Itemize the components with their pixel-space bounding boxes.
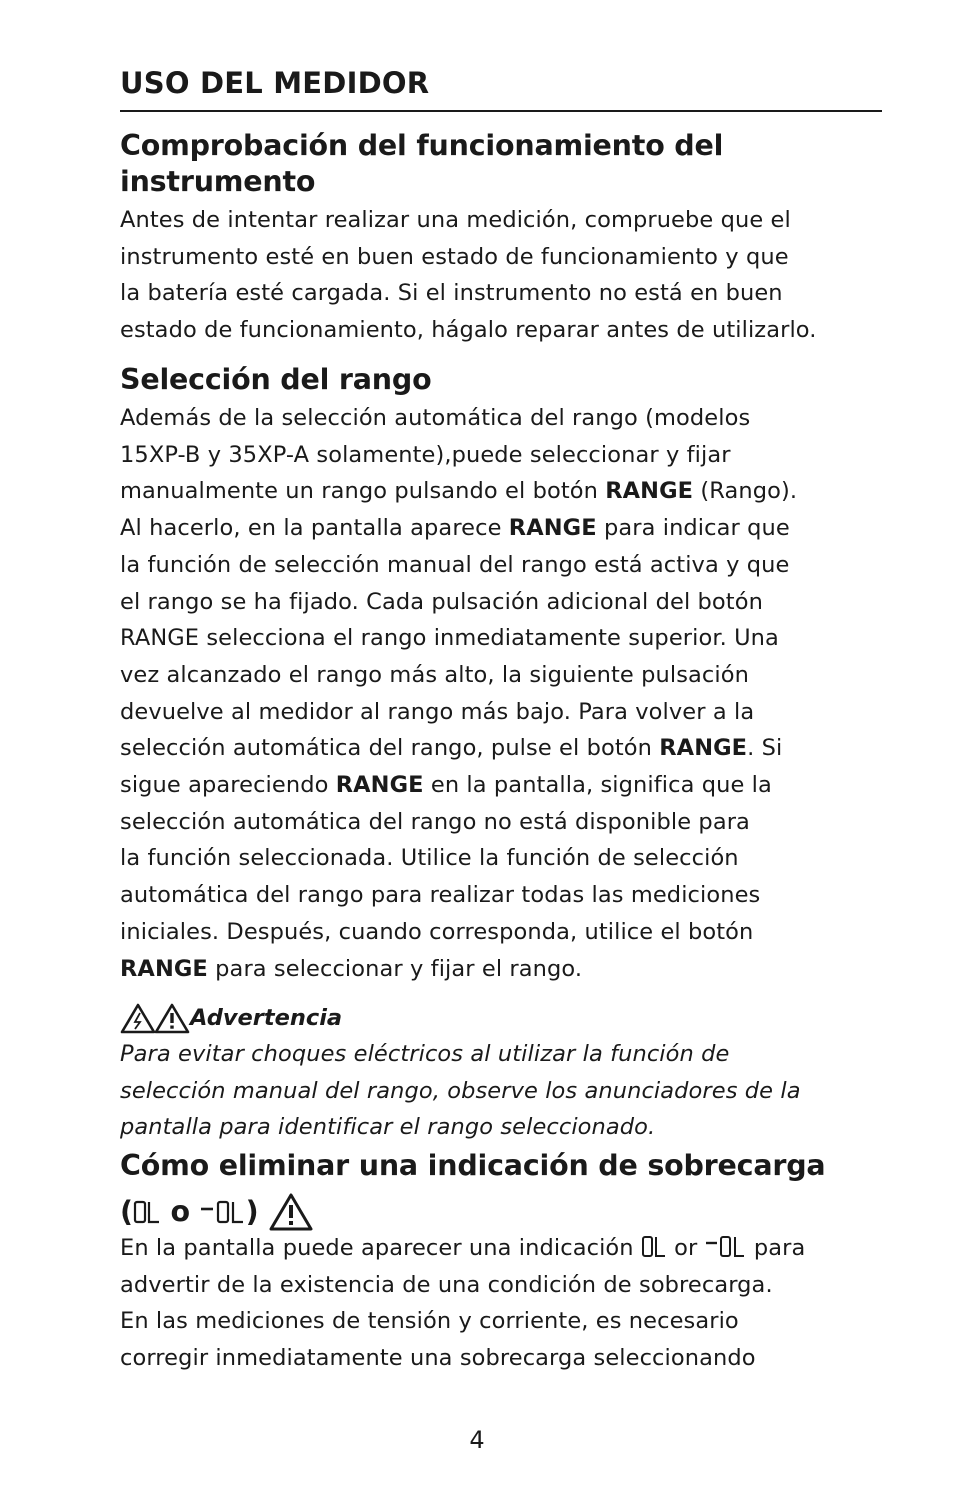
paragraph-line: 15XP-B y 35XP-A solamente),puede seleccionar y fijar — [120, 441, 731, 468]
paragraph-line: instrumento esté en buen estado de funcionamiento y que — [120, 243, 789, 270]
paragraph-line: selección automática del rango no está disponible para — [120, 808, 750, 835]
paragraph-line: devuelve al medidor al rango más bajo. Para volver a la — [120, 698, 755, 725]
page-number: 4 — [469, 1426, 485, 1454]
paragraph-line: la función seleccionada. Utilice la función de selección — [120, 845, 739, 872]
operation-check-section — [120, 128, 890, 349]
paragraph-line: Al hacerlo, en la pantalla aparece RANGE para indicar que — [120, 515, 790, 542]
range-selection-section — [120, 362, 890, 987]
overload-section — [120, 1148, 890, 1377]
paragraph-line: selección automática del rango, pulse el botón RANGE. Si — [120, 735, 783, 762]
warning-line: selección manual del rango, observe los anunciadores de la — [120, 1077, 801, 1104]
warning-label: Advertencia — [190, 1005, 343, 1031]
paragraph-line: estado de funcionamiento, hágalo reparar antes de utilizarlo. — [120, 317, 817, 344]
range-selection-heading: Selección del rango — [120, 363, 432, 396]
paragraph-line: manualmente un rango pulsando el botón RANGE (Rango). — [120, 478, 798, 505]
ol-display-symbol — [641, 1235, 667, 1259]
paragraph-line: iniciales. Después, cuando corresponda, utilice el botón — [120, 918, 754, 945]
negative-ol-display-symbol — [705, 1235, 747, 1259]
paragraph-line: En la pantalla puede aparecer una indicación or para — [120, 1235, 806, 1261]
warning-triangle-icon — [154, 1002, 190, 1034]
paragraph-line: Además de la selección automática del rango (modelos — [120, 405, 751, 431]
range-keyword: RANGE — [335, 772, 424, 799]
warning-line: Para evitar choques eléctricos al utilizar la función de — [120, 1041, 730, 1067]
paragraph-line: la batería esté cargada. Si el instrumento no está en buen — [120, 280, 783, 307]
overload-heading-symbols: ( o ) — [120, 1192, 890, 1232]
operation-check-heading: Comprobación del funcionamiento del instrumento — [120, 129, 724, 198]
paragraph-line: automática del rango para realizar todas las mediciones — [120, 882, 761, 909]
paragraph-line: advertir de la existencia de una condición de sobrecarga. — [120, 1271, 773, 1298]
paragraph-line: RANGE selecciona el rango inmediatamente superior. Una — [120, 625, 779, 652]
paragraph-line: RANGE para seleccionar y fijar el rango. — [120, 955, 583, 982]
range-keyword: RANGE — [120, 955, 208, 982]
paragraph-line: el rango se ha fijado. Cada pulsación adicional del botón — [120, 588, 763, 615]
range-keyword: RANGE — [605, 478, 694, 505]
paragraph-line: En las mediciones de tensión y corriente, es necesario — [120, 1308, 739, 1335]
warning-line: pantalla para identificar el rango seleccionado. — [120, 1114, 656, 1141]
electrical-hazard-icon — [120, 1002, 156, 1034]
overload-heading: Cómo eliminar una indicación de sobrecarga — [120, 1149, 826, 1182]
section-title: USO DEL MEDIDOR — [120, 66, 430, 100]
range-keyword: RANGE — [659, 735, 748, 762]
paragraph-line: Antes de intentar realizar una medición, compruebe que el — [120, 207, 791, 233]
negative-ol-display-symbol — [200, 1199, 246, 1225]
ol-display-symbol — [133, 1199, 161, 1225]
warning-triangle-icon — [268, 1192, 314, 1232]
paragraph-line: vez alcanzado el rango más alto, la siguiente pulsación — [120, 661, 749, 688]
title-divider — [120, 110, 882, 112]
range-keyword: RANGE — [508, 515, 597, 542]
paragraph-line: corregir inmediatamente una sobrecarga seleccionando — [120, 1345, 756, 1372]
paragraph-line: sigue apareciendo RANGE en la pantalla, significa que la — [120, 772, 772, 799]
paragraph-line: la función de selección manual del rango está activa y que — [120, 551, 790, 578]
warning-title — [120, 1000, 890, 1036]
warning-block — [120, 1000, 890, 1146]
